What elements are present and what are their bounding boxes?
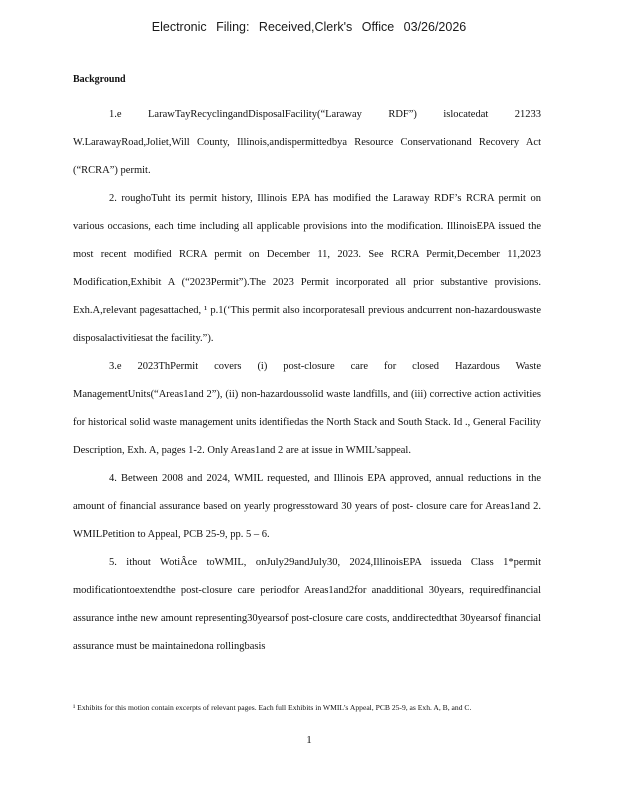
paragraph-5: 5. ithout WotiÂce toWMIL, onJuly29andJuly30, 2024,IllinoisEPA issueda Class 1*permit modificationtoextendthe post-closure care periodfor Areas1and2for anadditional 30years, requiredfinancial assurance inthe new amount representing30yearsof post-closure care costs, anddirectedthat 30yearsof financial assurance must be maintainedona rollingbasis: [73, 557, 541, 652]
paragraph-1: 1.e LarawTayRecyclingandDisposalFacility(“Laraway RDF”) islocatedat 21233 W.LarawayRoad,Joliet,Will County, Illinois,andispermittedbya Resource Conservationand Recovery Act (“RCRA”) permit.: [73, 109, 541, 176]
filing-header: Electronic Filing: Received,Clerk's Office 03/26/2026: [151, 20, 467, 34]
paragraph-3: 3.e 2023ThPermit covers (i) post-closure care for closed Hazardous Waste ManagementUnits(“Areas1and 2”), (ii) non-hazardoussolid waste landfills, and (iii) corrective action activities for historical solid waste management units identifiedas the North Stack and South Stack. Id ., General Facility Description, Exh. A, pages 1-2. Only Areas1and 2 are at issue in WMIL’sappeal.: [73, 361, 541, 456]
footnote: ¹ Exhibits for this motion contain excerpts of relevant pages. Each full Exhibits in WMIL’s Appeal, PCB 25-9, as Exh. A, B, and C.: [73, 703, 472, 712]
page-number: 1: [306, 734, 312, 746]
document-body: [73, 73, 541, 661]
paragraph-2: 2. roughoTuht its permit history, Illinois EPA has modified the Laraway RDF’s RCRA permit on various occasions, each time including all applicable provisions into the modification. IllinoisEPA issued the most recent modified RCRA permit on December 11, 2023. See RCRA Permit,December 11,2023 Modification,Exhibit A (“2023Permit”).The 2023 Permit incorporated all prior substantive provisions. Exh.A,relevant pagesattached, ¹ p.1(‘This permit also incorporatesall previous andcurrent non-hazardouswaste disposalactivitiesat the facility.”).: [73, 193, 541, 344]
section-heading: Background: [73, 74, 126, 85]
paragraph-4: 4. Between 2008 and 2024, WMIL requested, and Illinois EPA approved, annual reductions in the amount of financial assurance based on yearly progresstoward 30 years of post- closure care for Areas1and 2. WMILPetition to Appeal, PCB 25-9, pp. 5 – 6.: [73, 473, 541, 540]
